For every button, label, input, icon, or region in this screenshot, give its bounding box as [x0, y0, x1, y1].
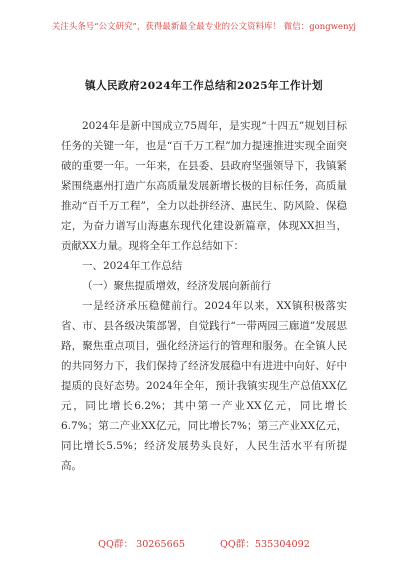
document-title: 镇人民政府2024年工作总结和2025年工作计划 [84, 80, 324, 92]
paragraph-intro: 2024年是新中国成立75周年，是实现“十四五”规划目标任务的关键一年，也是“百千万工程”加力提速推进实现全面突破的重要一年。一年来，在县委、县政府坚强领导下，我镇紧紧围绕惠州打造广东高质量发展新增长极的目标任务，高质量推动“百千万工程”，全力以赴拼经济、惠民生、防风险、保稳定，为奋力谱写山海惠东现代化建设新篇章，体现XX担当，贡献XX力量。现将全年工作总结如下： [61, 120, 347, 252]
footer-qq-group-1: QQ群： 30265665 [98, 539, 185, 550]
paragraph-economy: 一是经济承压稳健前行。2024年以来，XX镇积极落实省、市、县各级决策部署，自觉践行“一带两园三廊道”发展思路，聚焦重点项目，强化经济运行的管理和服务。在全镇人民的共同努力下，我们保持了经济发展稳中有进进中向好、好中提质的良好态势。2024年全年，预计我镇实现生产总值XX亿元，同比增长6.2%；其中第一产业XX亿元，同比增长6.7%；第二产业XX亿元，同比增长7%；第三产业XX亿元，同比增长5.5%；经济发展势头良好，人民生活水平有所提高。 [61, 300, 347, 472]
section-heading-1: 一、2024年工作总结 [82, 260, 183, 272]
footer-qq-group-2: QQ群：535304092 [220, 539, 310, 550]
document-body [61, 116, 347, 476]
subsection-heading-1: （一）聚焦提质增效，经济发展向新前行 [82, 280, 271, 292]
header-banner: 关注头条号“公文研究”，获得最新最全最专业的公文资料库！ 微信：gongwenyj [51, 21, 357, 31]
footer [0, 536, 408, 550]
